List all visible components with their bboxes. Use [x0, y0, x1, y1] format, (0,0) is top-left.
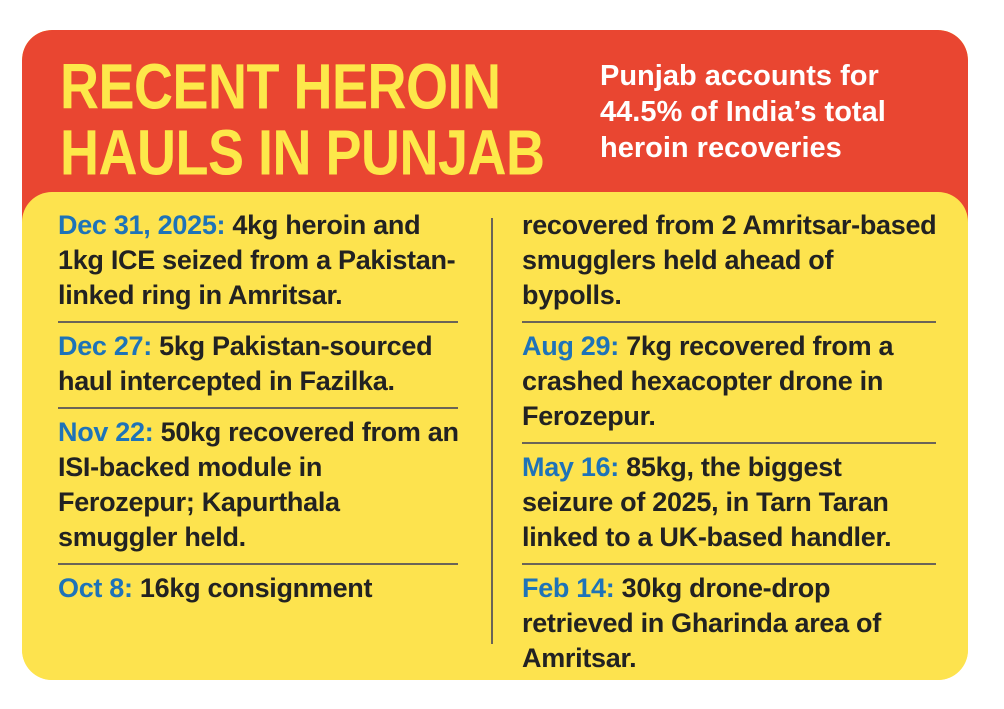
haul-entry — [58, 565, 460, 614]
haul-entry — [58, 202, 460, 321]
entry-date: Aug 29: — [522, 331, 619, 361]
column-divider — [491, 218, 493, 644]
infographic-title — [60, 51, 600, 189]
infographic-card — [22, 30, 968, 680]
entry-date: Oct 8: — [58, 573, 133, 603]
entry-date: Feb 14: — [522, 573, 615, 603]
title-line-1: RECENT HEROIN — [60, 51, 501, 123]
haul-entry — [522, 565, 938, 680]
haul-entry — [58, 409, 460, 563]
haul-entry — [522, 202, 938, 321]
subtitle-line-3: heroin recoveries — [600, 132, 842, 164]
left-column — [58, 202, 460, 614]
entry-date: Dec 27: — [58, 331, 152, 361]
subtitle-line-1: Punjab accounts for — [600, 60, 879, 92]
subtitle-line-2: 44.5% of India’s total — [600, 96, 886, 128]
entry-text: 4kg heroin and 1kg ICE seized from a Pakistan-linked ring in Amritsar. — [58, 210, 456, 310]
entry-text: 85kg, the biggest seizure of 2025, in Tarn Taran linked to a UK-based handler. — [522, 452, 892, 552]
entry-text: 30kg drone-drop retrieved in Gharinda area of Amritsar. — [522, 573, 881, 673]
title-line-2: HAULS IN PUNJAB — [60, 117, 545, 189]
entry-date: Dec 31, 2025: — [58, 210, 226, 240]
entry-text: 50kg recovered from an ISI-backed module in Ferozepur; Kapurthala smuggler held. — [58, 417, 459, 552]
entry-text: 7kg recovered from a crashed hexacopter drone in Ferozepur. — [522, 331, 894, 431]
entry-text: 5kg Pakistan-sourced haul intercepted in Fazilka. — [58, 331, 433, 396]
infographic-subtitle — [600, 58, 940, 166]
haul-entry — [58, 323, 460, 407]
entry-text: 16kg consignment — [132, 573, 373, 603]
entry-date: May 16: — [522, 452, 619, 482]
haul-entry — [522, 444, 938, 563]
entry-date: Nov 22: — [58, 417, 154, 447]
right-column — [522, 202, 938, 680]
haul-entry — [522, 323, 938, 442]
entry-text: recovered from 2 Amritsar-based smugglers held ahead of bypolls. — [522, 210, 937, 310]
